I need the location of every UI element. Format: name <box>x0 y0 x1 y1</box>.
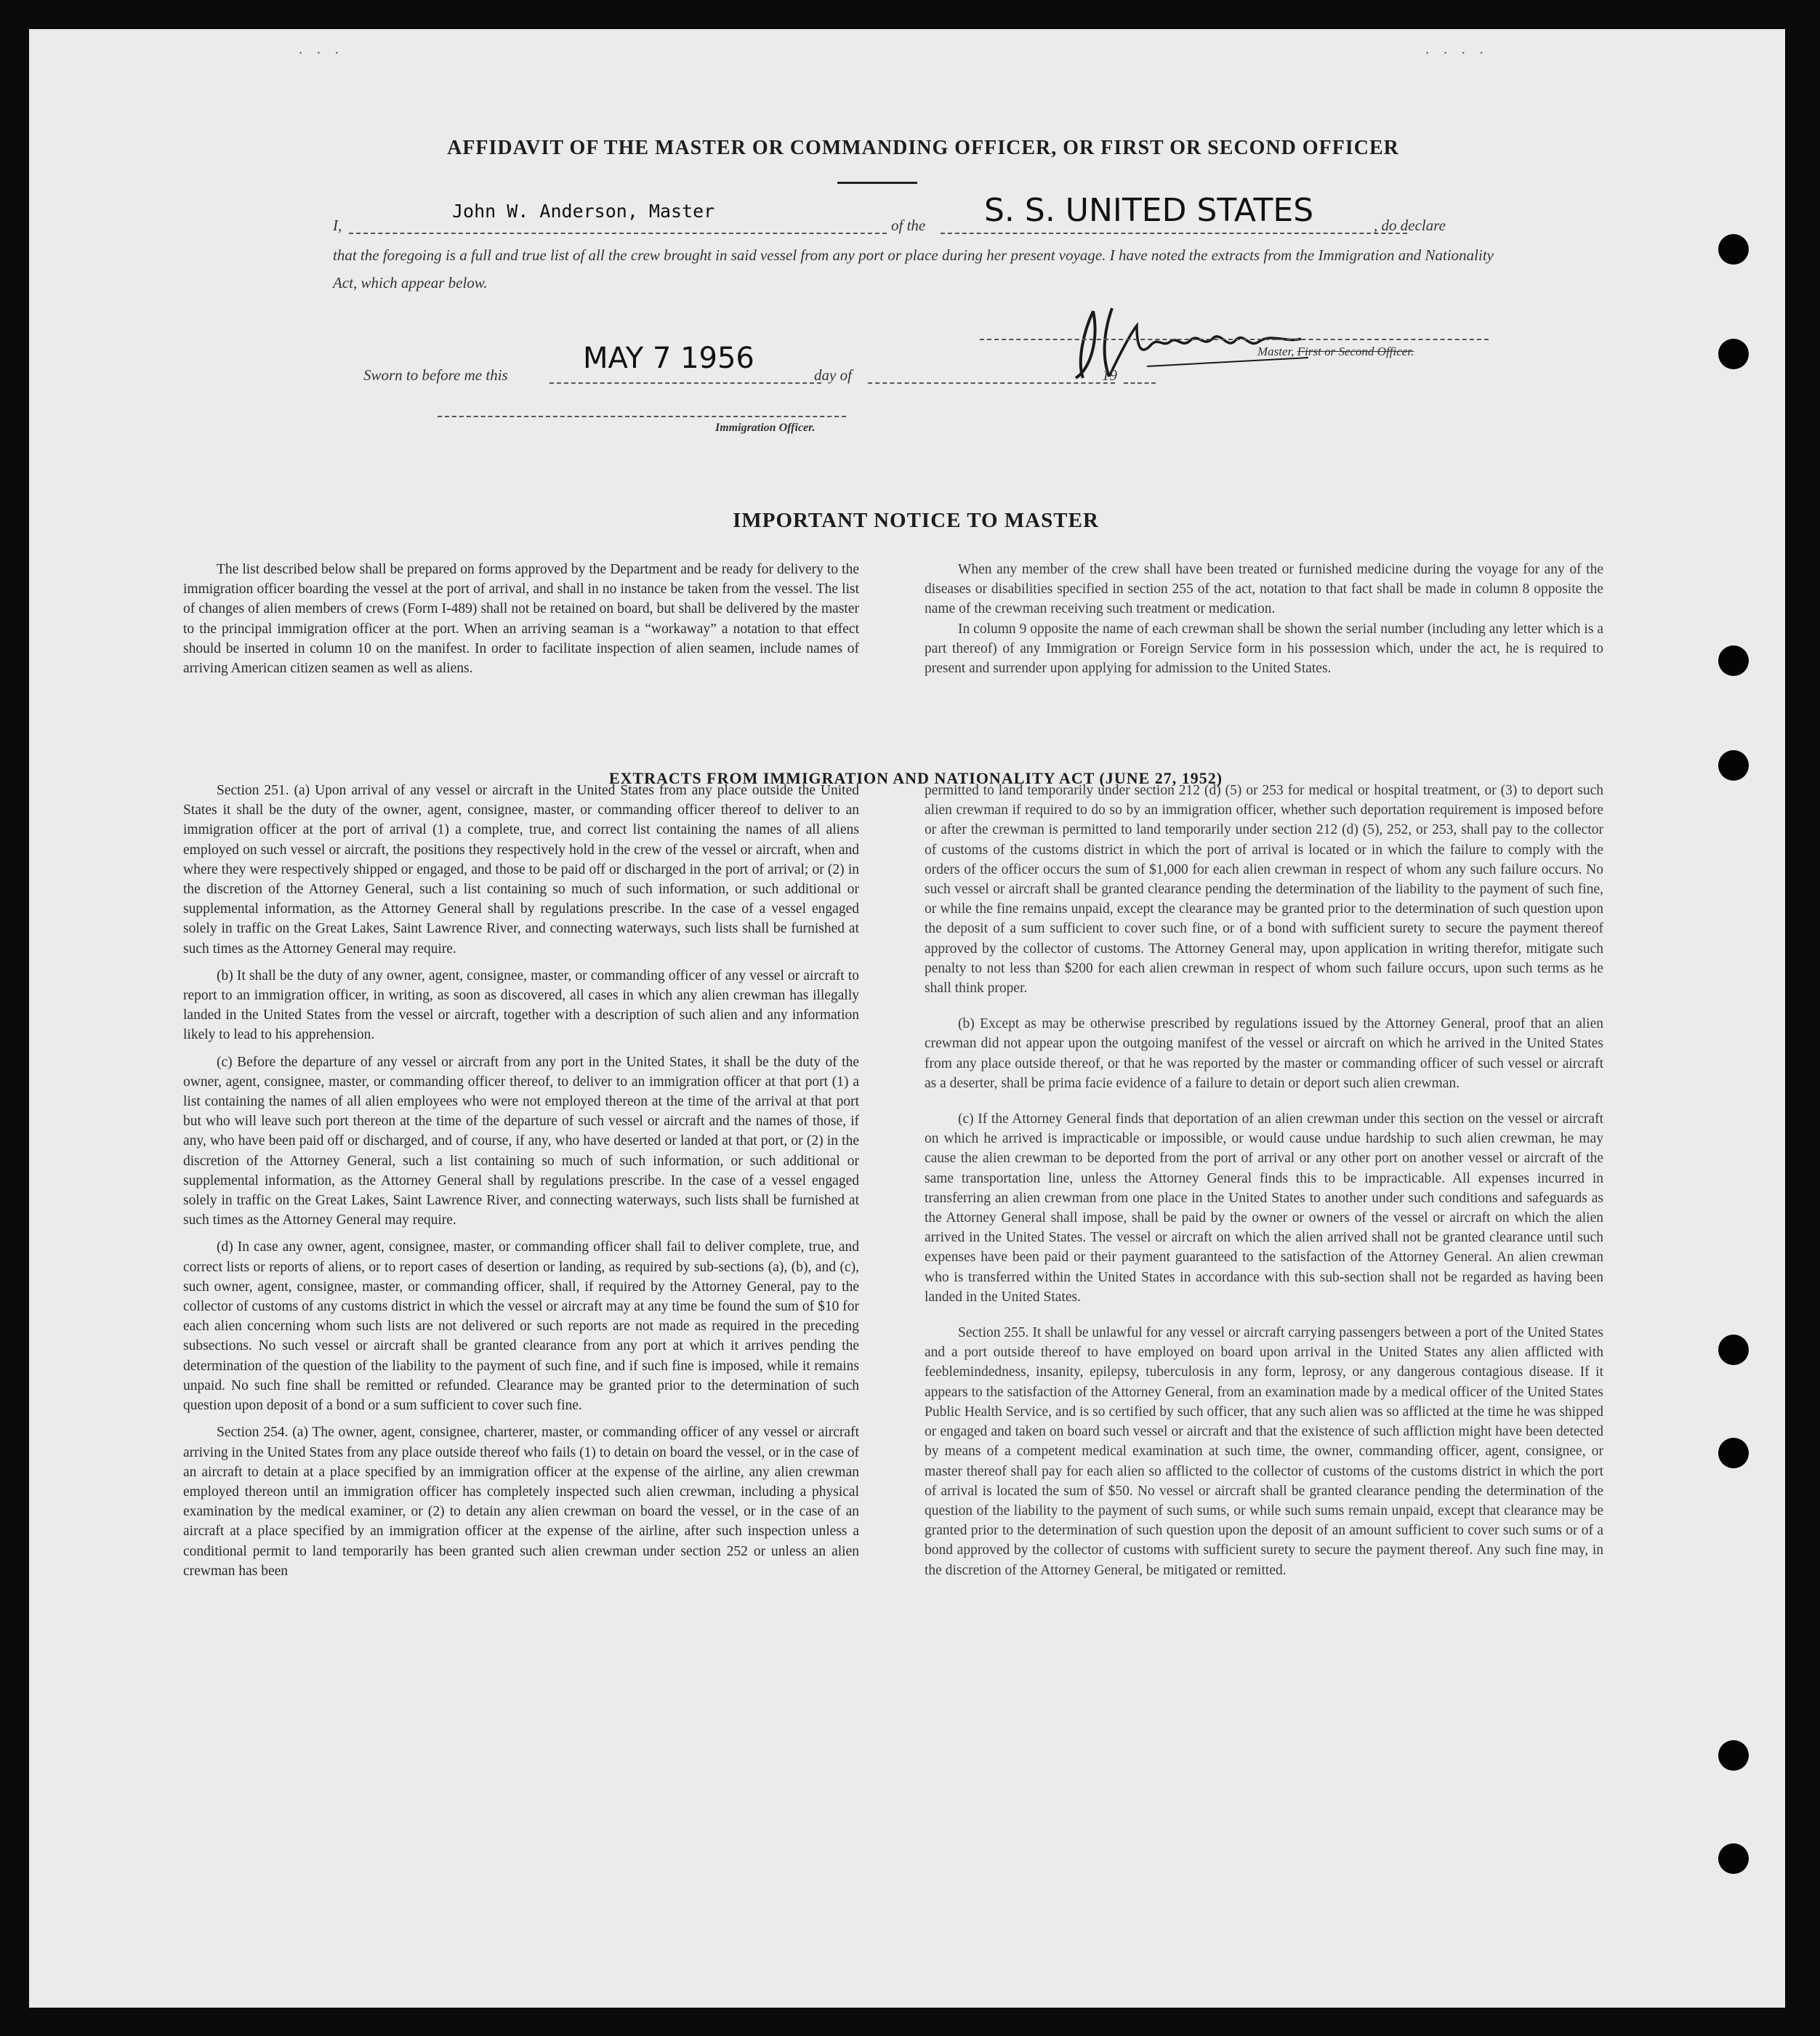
i-label: I, <box>333 217 342 234</box>
punch-hole <box>1718 645 1749 676</box>
day-of-line <box>868 382 1115 384</box>
notice-right-paragraph-1: When any member of the crew shall have been treated or furnished medicine during the voyage for any of the diseases or disabilities specified in section 255 of the act, notation to that fact shall be made in column 8 opposite the name of the crewman receiving such treatment or medication. <box>925 562 1603 617</box>
section-251a: Section 251. (a) Upon arrival of any vessel or aircraft in the United States from any place outside the United States it shall be the duty of the owner, agent, consignee, master, or commanding officer thereof to deliver to an immigration officer at the port of arrival (1) a complete, true, and correct list containing the names of all aliens employed on such vessel or aircraft, the positions they respectively hold in the crew of the vessel or aircraft, when and where they were respectively shipped or engaged, and those to be paid off or discharged in the port of arrival; or (2) in the discretion of the Attorney General, such a list containing so much of such information, or such additional or supplemental information, as the Attorney General shall by regulations prescribe. In the case of a vessel engaged solely in traffic on the Great Lakes, Saint Lawrence River, and connecting waterways, such lists shall be furnished at such times as the Attorney General may require. <box>183 783 859 957</box>
do-declare-label: , do declare <box>1374 217 1446 234</box>
struck-officer-caption: First or Second Officer. <box>1297 345 1414 358</box>
of-the-label: of the <box>891 217 926 234</box>
section-254a-continued: permitted to land temporarily under section 212 (d) (5) or 253 for medical or hospital treatment, or (3) to deport such alien crewman if required to do so by an immigration officer, whether such deportation requirement is imposed before or after the crewman is permitted to land temporarily under section 212 (d) (5), 252, or 253, shall pay to the collector of customs of the customs district in which the port of arrival is located or in which the failure to comply with the orders of the officer occurs the sum of $1,000 for each alien crewman in respect of whom any such failure occurs. No such vessel or aircraft shall be granted clearance pending the determination of the liability to the payment of such fine, or while the fine remains unpaid, except the clearance may be granted prior to the determination of such question upon the deposit of a sum sufficient to cover such fine, or of a bond with sufficient surety to secure the payment thereof approved by the collector of customs. The Attorney General may, upon application in writing therefor, mitigate such penalty to not less than $200 for each alien crewman in respect of whom such failure occurs, upon such terms as he shall think proper. <box>925 783 1603 997</box>
immigration-officer-line <box>438 416 846 417</box>
immigration-officer-label: Immigration Officer. <box>715 422 816 434</box>
master-caption: Master, <box>1257 345 1297 358</box>
sworn-date-stamp: MAY 7 1956 <box>583 342 754 375</box>
section-251c: (c) Before the departure of any vessel or aircraft from any port in the United States, it shall be the duty of the owner, agent, consignee, master, or commanding officer thereof, to deliver to an immigration officer at that port (1) a list containing the names of all alien employees who were not employed thereon at the time of the arrival at that port but who will leave such port thereon at the time of the departure of such vessel or aircraft and the names of those, if any, who have been paid off or discharged, and of course, if any, who have deserted or landed at that port, or (2) in the discretion of the Attorney General, such a list containing so much of such information, or such additional or supplemental information, as the Attorney General shall by regulations prescribe. In the case of a vessel engaged solely in traffic on the Great Lakes, Saint Lawrence River, and connecting waterways, such lists shall be furnished at such times as the Attorney General may require. <box>183 1054 859 1228</box>
notice-left-paragraph: The list described below shall be prepared on forms approved by the Department and be ready for delivery to the immigration officer boarding the vessel at the port of arrival, and shall in no instance be taken from the vessel. The list of changes of alien members of crews (Form I-489) shall not be retained on board, but shall be delivered by the master to the principal immigration officer at the port. When an arriving seaman is a “workaway” a notation to that effect should be inserted in column 10 on the manifest. In order to facilitate inspection of alien seamen, include names of arriving American citizen seamen as well as aliens. <box>183 562 859 677</box>
notice-title: IMPORTANT NOTICE TO MASTER <box>733 509 1099 532</box>
sworn-label: Sworn to before me this <box>363 366 508 384</box>
notice-left-column <box>183 560 859 685</box>
vessel-name-stamp: S. S. UNITED STATES <box>984 192 1314 229</box>
title-rule <box>837 182 917 184</box>
extracts-right-column <box>925 781 1603 1588</box>
day-of-label: day of <box>814 366 852 384</box>
punch-hole <box>1718 1843 1749 1874</box>
section-254b: (b) Except as may be otherwise prescribed by regulations issued by the Attorney General, proof that an alien crewman did not appear upon the outgoing manifest of the vessel or aircraft on which he arrived in the United States from any place outside thereof, or that he was reported by the master or commanding officer of such vessel or aircraft as a deserter, shall be prima facie evidence of a failure to detain or deport such alien crewman. <box>925 1016 1603 1091</box>
master-name-line <box>349 233 887 234</box>
punch-hole <box>1718 234 1749 265</box>
section-251d: (d) In case any owner, agent, consignee, master, or commanding officer shall fail to deliver complete, true, and correct lists or reports of aliens, or to report cases of desertion or landing, as required by sub-sections (a), (b), and (c), such owner, agent, consignee, master, or commanding officer, shall, if required by the Attorney General, pay to the collector of customs of any customs district in which the vessel or aircraft may at any time be found the sum of $10 for each alien concerning whom such lists are not delivered or such reports are not made as required in the preceding subsections. No such vessel or aircraft shall be granted clearance from any port at which it arrives pending the determination of the question of the liability to the payment of such fine, and if such fine is imposed, while it remains unpaid. No such fine shall be remitted or refunded. Clearance may be granted prior to the determination of such question upon deposit of a bond or a sum sufficient to cover such fine. <box>183 1239 859 1414</box>
punch-hole <box>1718 339 1749 369</box>
vessel-name-line <box>941 233 1407 234</box>
punch-hole <box>1718 1740 1749 1771</box>
scan-speck: · · · · <box>1425 44 1489 62</box>
punch-hole <box>1718 1335 1749 1365</box>
declaration-text: that the foregoing is a full and true list of all the crew brought in said vessel from any port or place during her present voyage. I have noted the extracts from the Immigration and Nationality Act, which appear below. <box>333 246 1494 291</box>
master-name-typed: John W. Anderson, Master <box>452 201 715 222</box>
sworn-date-line <box>549 382 821 384</box>
year-label: 19 <box>1102 366 1117 384</box>
signature-line <box>980 339 1489 340</box>
punch-hole <box>1718 1438 1749 1468</box>
document-page <box>29 29 1785 2008</box>
section-255: Section 255. It shall be unlawful for any vessel or aircraft carrying passengers between a port of the United States and a port outside thereof to have employed on board upon arrival in the United States any alien afflicted with feeblemindedness, insanity, epilepsy, tuberculosis in any form, leprosy, or any dangerous contagious disease. If it appears to the satisfaction of the Attorney General, from an examination made by a medical officer of the United States Public Health Service, and is so certified by such officer, that any such alien was so afflicted at the time he was shipped or engaged and taken on board such vessel or aircraft and that the existence of such affliction might have been detected by means of a competent medical examination at such time, the owner, commanding officer, agent, consignee, or master thereof shall pay for each alien so afflicted to the collector of customs of the customs district in which the port of arrival is located the sum of $50. No vessel or aircraft shall be granted clearance pending the determination of the question of the liability to the payment of such sums, or while such sums remain unpaid, except that clearance may be granted prior to the determination of such question upon the deposit of an amount sufficient to cover such sums or of a bond approved by the collector of customs with sufficient surety to secure the payment thereof. Any such fine may, in the discretion of the Attorney General, be mitigated or remitted. <box>925 1325 1603 1578</box>
signature-caption <box>1257 345 1414 359</box>
section-254a: Section 254. (a) The owner, agent, consignee, charterer, master, or commanding officer of any vessel or aircraft arriving in the United States from any place outside thereof who fails (1) to detain on board the vessel, or in the case of an aircraft to detain at a place specified by an immigration officer at the expense of the airline, any alien crewman employed thereon until an immigration officer has completely inspected such alien crewman, including a physical examination by the medical examiner, or (2) to detain any alien crewman on board the vessel, or in the case of an aircraft at a place specified by an immigration officer at the expense of the airline, after such inspection unless a conditional permit to land temporarily has been granted such alien crewman under section 252 or unless an alien crewman has been <box>183 1425 859 1579</box>
notice-right-paragraph-2: In column 9 opposite the name of each crewman shall be shown the serial number (including any letter which is a part thereof) of any Immigration or Foreign Service form in his possession which, under the act, he is required to present and surrender upon applying for admission to the United States. <box>925 621 1603 677</box>
affidavit-title: AFFIDAVIT OF THE MASTER OR COMMANDING OFFICER, OR FIRST OR SECOND OFFICER <box>447 137 1399 159</box>
section-254c: (c) If the Attorney General finds that deportation of an alien crewman under this section on the vessel or aircraft on which he arrived is impracticable or impossible, or would cause undue hardship to such alien crewman, he may cause the alien crewman to be deported from the port of arrival or any other port on another vessel or aircraft of the same transportation line, unless the Attorney General finds this to be impracticable. All expenses incurred in transferring an alien crewman from one place in the United States to another under such conditions and safeguards as the Attorney General shall impose, shall be paid by the owner or owners of the vessel or aircraft on which the alien arrived in the United States. The vessel or aircraft on which the alien arrived shall not be granted clearance until such expenses have been paid or their payment guaranteed to the satisfaction of the Attorney General. An alien crewman who is transferred within the United States in accordance with this sub-section shall not be regarded as having been landed in the United States. <box>925 1111 1603 1305</box>
year-line <box>1124 382 1156 384</box>
section-251b: (b) It shall be the duty of any owner, agent, consignee, master, or commanding officer of any vessel or aircraft to report to an immigration officer, in writing, as soon as discovered, all cases in which any alien crewman has illegally landed in the United States from the vessel or aircraft, together with a description of such alien and any information likely to lead to his apprehension. <box>183 967 859 1043</box>
scan-speck: · · · <box>298 44 344 62</box>
extracts-title: EXTRACTS FROM IMMIGRATION AND NATIONALITY ACT (JUNE 27, 1952) <box>608 769 1223 787</box>
notice-right-column <box>925 560 1603 685</box>
extracts-left-column <box>183 781 859 1588</box>
punch-hole <box>1718 750 1749 781</box>
